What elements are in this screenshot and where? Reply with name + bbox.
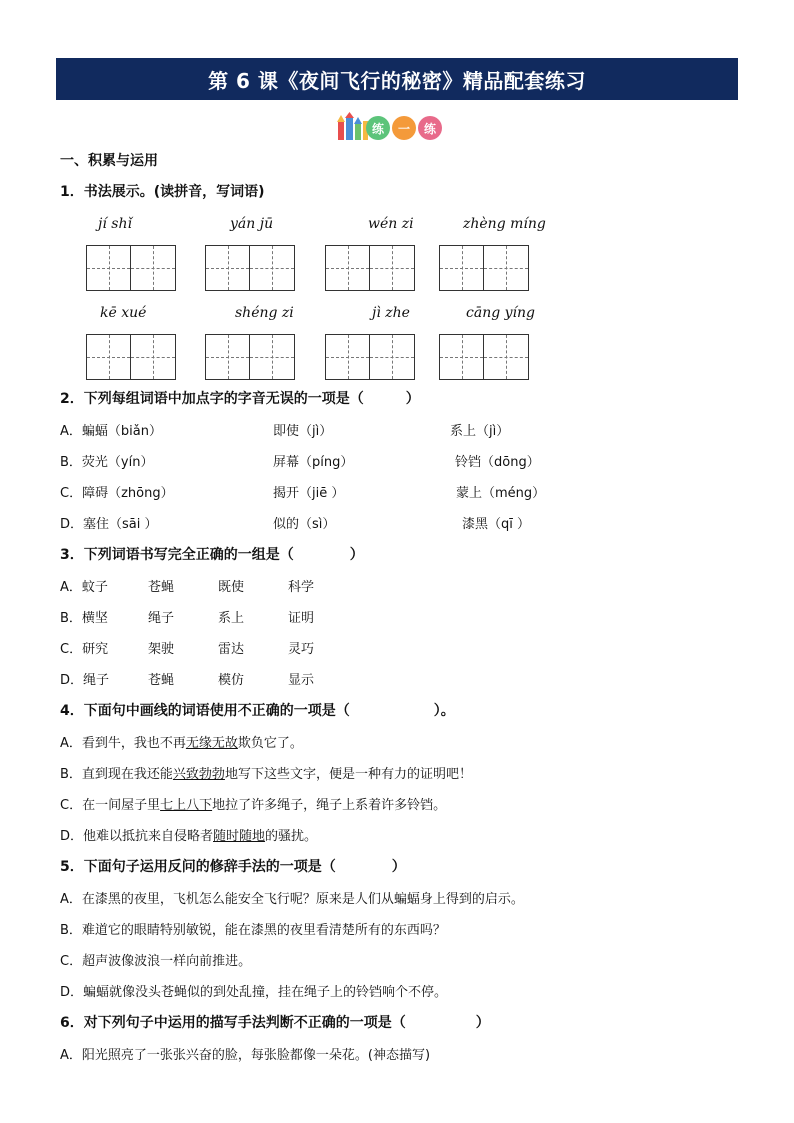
question-2-title: 2．下列每组词语中加点字的字音无误的一项是（ ） (60, 391, 420, 407)
option-c: C．在一间屋子里七上八下地拉了许多绳子，绳子上系着许多铃铛。 (60, 798, 447, 813)
title-banner (56, 58, 738, 100)
pinyin-label: wén zi (368, 216, 414, 232)
question-1-title: 1．书法展示。(读拼音，写词语) (60, 184, 265, 200)
pinyin-label: yán jū (230, 216, 274, 232)
pinyin-label: jí shǐ (98, 216, 132, 232)
word-cell: 苍蝇 (148, 673, 175, 688)
page-title: 第 6 课《夜间飞行的秘密》精品配套练习 (208, 68, 586, 93)
pinyin-label: jì zhe (372, 305, 410, 321)
writing-grid[interactable] (86, 245, 176, 291)
writing-grid[interactable] (205, 245, 295, 291)
option-cell: 系上（jì） (450, 424, 510, 439)
word-cell: 雷达 (218, 642, 245, 657)
option-cell: 屏幕（píng） (273, 455, 354, 470)
option-b: B．难道它的眼睛特别敏锐，能在漆黑的夜里看清楚所有的东西吗？ (60, 923, 446, 938)
word-cell: 模仿 (218, 673, 245, 688)
option-cell: C．障碍（zhōng） (60, 486, 174, 501)
badge-char-2: 一 (392, 116, 416, 140)
option-cell: 铃铛（dōng） (455, 455, 540, 470)
underlined-phrase: 兴致勃勃 (172, 767, 225, 782)
word-cell: D．绳子 (60, 673, 110, 688)
writing-grid[interactable] (325, 334, 415, 380)
word-cell: 系上 (218, 611, 245, 626)
option-d: D．他难以抵抗来自侵略者随时随地的骚扰。 (60, 829, 318, 844)
word-cell: 显示 (288, 673, 315, 688)
option-cell: 揭开（jiē ） (273, 486, 345, 501)
question-5-title: 5．下面句子运用反问的修辞手法的一项是（ ） (60, 859, 406, 875)
pinyin-label: shéng zi (235, 305, 294, 321)
word-cell: 既使 (218, 580, 245, 595)
question-3-title: 3．下列词语书写完全正确的一组是（ ） (60, 547, 364, 563)
badge-char-3: 练 (418, 116, 442, 140)
option-b: B．直到现在我还能兴致勃勃地写下这些文字，便是一种有力的证明吧！ (60, 767, 472, 782)
option-a: A．在漆黑的夜里，飞机怎么能安全飞行呢？原来是人们从蝙蝠身上得到的启示。 (60, 892, 524, 907)
question-6-title: 6．对下列句子中运用的描写手法判断不正确的一项是（ ） (60, 1015, 490, 1031)
question-4-title: 4．下面句中画线的词语使用不正确的一项是（ ）。 (60, 703, 455, 719)
writing-grid[interactable] (439, 334, 529, 380)
underlined-phrase: 七上八下 (160, 798, 213, 813)
word-cell: C．研究 (60, 642, 109, 657)
option-cell: A．蝙蝠（biǎn） (60, 424, 162, 439)
word-cell: 灵巧 (288, 642, 315, 657)
underlined-phrase: 随时随地 (213, 829, 266, 844)
option-cell: B．荧光（yín） (60, 455, 154, 470)
word-cell: 架驶 (148, 642, 175, 657)
option-cell: 漆黑（qī ） (462, 517, 530, 532)
option-cell: D．塞住（sāi ） (60, 517, 158, 532)
pinyin-label: zhèng míng (463, 216, 546, 232)
word-cell: 科学 (288, 580, 315, 595)
writing-grid[interactable] (325, 245, 415, 291)
option-d: D．蝙蝠就像没头苍蝇似的到处乱撞，挂在绳子上的铃铛响个不停。 (60, 985, 448, 1000)
badge-char-1: 练 (366, 116, 390, 140)
colorful-houses-icon (336, 112, 370, 142)
option-a: A．阳光照亮了一张张兴奋的脸，每张脸都像一朵花。(神态描写) (60, 1048, 431, 1063)
option-a: A．看到牛，我也不再无缘无故欺负它了。 (60, 736, 303, 751)
word-cell: B．横坚 (60, 611, 108, 626)
pinyin-label: cāng yíng (466, 305, 535, 321)
option-cell: 即使（jì） (273, 424, 333, 439)
section-heading: 一、积累与运用 (60, 153, 158, 169)
underlined-phrase: 无缘无故 (185, 736, 238, 751)
option-cell: 似的（sì） (273, 517, 336, 532)
practice-badge (336, 112, 446, 144)
option-cell: 蒙上（méng） (456, 486, 546, 501)
word-cell: 绳子 (148, 611, 175, 626)
word-cell: 苍蝇 (148, 580, 175, 595)
word-cell: 证明 (288, 611, 315, 626)
writing-grid[interactable] (439, 245, 529, 291)
option-c: C．超声波像波浪一样向前推进。 (60, 954, 252, 969)
pinyin-label: kē xué (100, 305, 147, 321)
writing-grid[interactable] (86, 334, 176, 380)
writing-grid[interactable] (205, 334, 295, 380)
word-cell: A．蚊子 (60, 580, 108, 595)
